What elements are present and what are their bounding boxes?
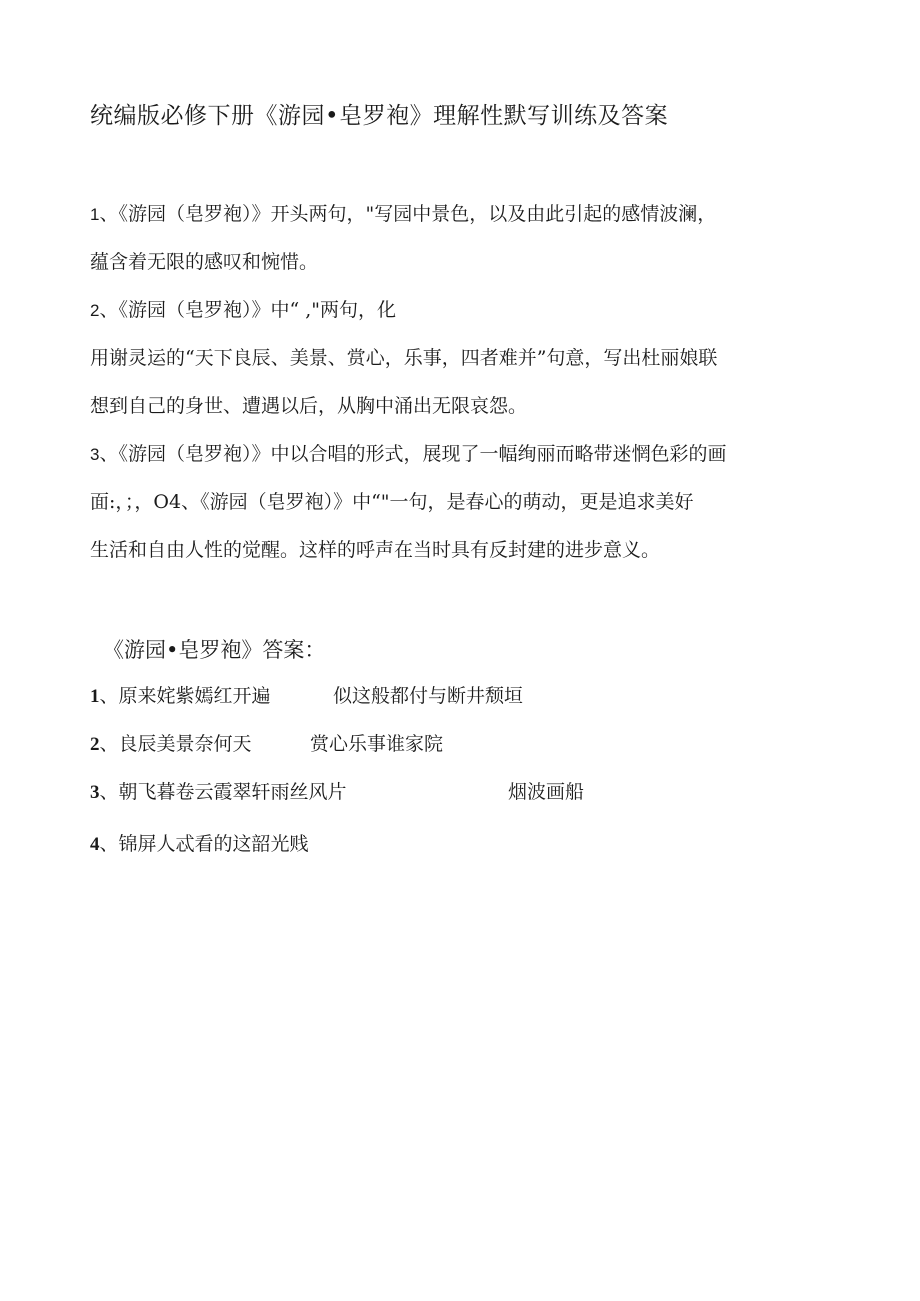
question-number: 3 bbox=[90, 445, 100, 464]
answer-number: 2 bbox=[90, 734, 100, 755]
question-text: 生活和自由人性的觉醒。这样的呼声在当时具有反封建的进步意义。 bbox=[90, 539, 661, 561]
question-text: 用谢灵运的“天下良辰、美景、赏心，乐事，四者难并”句意，写出杜丽娘联 bbox=[90, 347, 718, 369]
question-3-line-2 bbox=[90, 478, 835, 526]
question-2-line-3 bbox=[90, 382, 835, 430]
answer-number: 4 bbox=[90, 834, 100, 855]
answer-number: 1 bbox=[90, 686, 100, 707]
question-3-line-3 bbox=[90, 526, 835, 574]
answer-part-1: 、锦屏人忒看的这韶光贱 bbox=[99, 833, 309, 855]
question-text: 想到自己的身世、遭遇以后，从胸中涌出无限哀怨。 bbox=[90, 395, 528, 417]
answer-part-2: 赏心乐事谁家院 bbox=[310, 733, 444, 755]
question-text: 、《游园（皂罗袍）》中以合唱的形式，展现了一幅绚丽而略带迷惘色彩的画 bbox=[99, 443, 727, 465]
question-1-line-2 bbox=[90, 238, 835, 286]
answers-heading: 《游园•皂罗袍》答案： bbox=[103, 638, 326, 662]
question-2-line-1 bbox=[90, 286, 835, 334]
question-text: 、《游园（皂罗袍）》开头两句，"写园中景色，以及由此引起的感情波澜， bbox=[99, 203, 717, 225]
question-number: 2 bbox=[90, 301, 100, 320]
answer-part-1: 、朝飞暮卷云霞翠轩雨丝风片 bbox=[99, 781, 347, 803]
answer-part-1: 、良辰美景奈何天 bbox=[99, 733, 252, 755]
answer-part-2: 烟波画船 bbox=[508, 781, 585, 803]
question-text: 面:，；，O4、《游园（皂罗袍）》中“"一句，是春心的萌动，更是追求美好 bbox=[90, 491, 694, 513]
document-title: 统编版必修下册《游园•皂罗袍》理解性默写训练及答案 bbox=[90, 103, 669, 129]
question-text: 、《游园（皂罗袍）》中“ ,"两句，化 bbox=[99, 299, 397, 321]
question-text: 蕴含着无限的感叹和惋惜。 bbox=[90, 251, 319, 273]
question-list bbox=[90, 190, 835, 574]
answer-item bbox=[90, 824, 790, 864]
answer-part-2: 似这般都付与断井颓垣 bbox=[333, 685, 524, 707]
answer-item bbox=[90, 724, 790, 772]
answer-item bbox=[90, 676, 790, 724]
question-2-line-2 bbox=[90, 334, 835, 382]
answer-list bbox=[90, 676, 790, 864]
answer-part-1: 、原来姹紫嫣红开遍 bbox=[99, 685, 271, 707]
question-1-line-1 bbox=[90, 190, 835, 238]
answer-number: 3 bbox=[90, 782, 100, 803]
answer-item bbox=[90, 772, 790, 824]
question-number: 1 bbox=[90, 205, 100, 224]
question-3-line-1 bbox=[90, 430, 835, 478]
